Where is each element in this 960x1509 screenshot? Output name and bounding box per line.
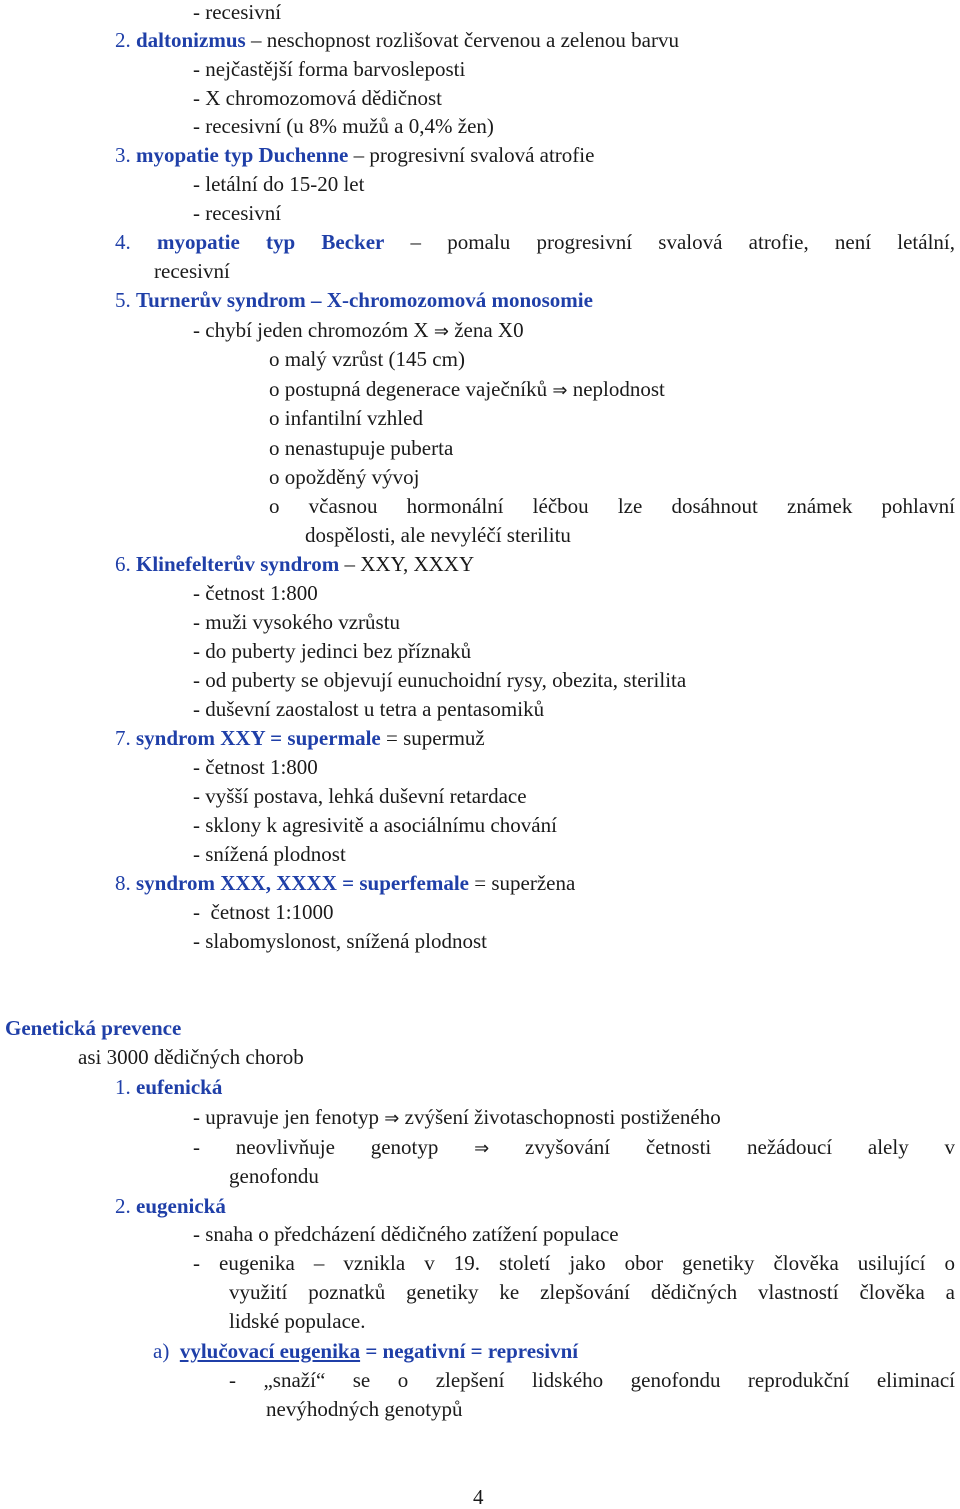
sub-bullet: o infantilní vzhled [269,406,423,430]
text-part: - upravuje jen fenotyp [193,1105,385,1129]
item-term: syndrom XXX, XXXX = superfemale [136,871,469,895]
text-part: - chybí jeden chromozóm X [193,318,434,342]
text-line: - letální do 15-20 let [193,172,365,196]
text-line [193,318,524,344]
text-line: - snaha o předcházení dědičného zatížení populace [193,1222,619,1246]
text-line: - recesivní (u 8% mužů a 0,4% žen) [193,114,494,138]
item-term: = negativní = represivní [360,1339,579,1363]
text-line: - muži vysokého vzrůstu [193,610,401,634]
sub-bullet: o opožděný vývoj [269,465,420,489]
text-line: - vyšší postava, lehká duševní retardace [193,784,527,808]
item-description: – X-chromozomová monosomie [305,288,593,312]
item-description: – XXY, XXXY [339,552,475,576]
text-part: o postupná degenerace vaječníků [269,377,553,401]
sub-bullet: o včasnou hormonální léčbou lze dosáhnout známek pohlavní [269,494,955,518]
text-line: - recesivní [193,0,282,24]
item-number: 8. [115,871,131,895]
item-description: – pomalu progresivní svalová atrofie, není letální, [384,230,956,254]
list-item-daltonizmus [115,28,679,52]
text-line: - eugenika – vznikla v 19. století jako obor genetiky člověka usilující o [193,1251,955,1275]
text-line: využití poznatků genetiky ke zlepšování dědičných vlastností člověka a [229,1280,955,1304]
list-item-duchenne [115,143,594,167]
text-part: žena X0 [448,318,524,342]
item-description: = superžena [468,871,576,895]
item-number: 6. [115,552,131,576]
sub-bullet [269,377,665,403]
section-subtitle: asi 3000 dědičných chorob [78,1045,304,1069]
text-line [193,1105,721,1131]
implies-arrow-icon: ⇒ [552,380,568,401]
item-description: – neschopnost rozlišovat červenou a zelenou barvu [245,28,679,52]
implies-arrow-icon: ⇒ [384,1108,400,1129]
list-item-eugenicka [115,1194,226,1218]
implies-arrow-icon: ⇒ [433,321,449,342]
item-number: 2. [115,28,131,52]
text-line: - X chromozomová dědičnost [193,86,443,110]
sub-bullet: o nenastupuje puberta [269,436,454,460]
item-number: 7. [115,726,131,750]
text-line: dospělosti, ale nevyléčí sterilitu [305,523,571,547]
text-line: recesivní [154,259,230,283]
list-item-eufenicka [115,1075,222,1099]
item-term-link: vylučovací eugenika [179,1339,361,1363]
text-line: genofondu [229,1164,319,1188]
item-number: 1. [115,1075,131,1099]
text-part: neplodnost [567,377,665,401]
text-part: zvýšení životaschopnosti postiženého [399,1105,721,1129]
item-number: 2. [115,1194,131,1218]
text-line: - sklony k agresivitě a asociálnímu chování [193,813,557,837]
sub-bullet: o malý vzrůst (145 cm) [269,347,465,371]
list-item-becker [115,230,955,254]
text-line: - snížená plodnost [193,842,346,866]
text-line: - od puberty se objevují eunuchoidní rysy, obezita, sterilita [193,668,687,692]
list-item-klinefelter [115,552,474,576]
text-line: - slabomyslonost, snížená plodnost [193,929,487,953]
text-line: - duševní zaostalost u tetra a pentasomiků [193,697,545,721]
item-term: eufenická [136,1075,223,1099]
text-line: - četnost 1:800 [193,755,318,779]
item-term: myopatie typ Becker [156,230,385,254]
text-part: - neovlivňuje genotyp [193,1135,475,1159]
item-term: myopatie typ Duchenne [136,143,349,167]
item-number: a) [153,1339,170,1363]
list-item-supermale [115,726,485,750]
text-line: - „snaží“ se o zlepšení lidského genofondu reprodukční eliminací [229,1368,955,1392]
text-line [193,1135,955,1161]
item-term: Klinefelterův syndrom [136,552,340,576]
item-term: syndrom XXY = supermale [136,726,381,750]
item-number: 4. [115,230,131,254]
item-term: daltonizmus [136,28,246,52]
list-item-turner [115,288,593,312]
item-term: Turnerův syndrom [136,288,306,312]
item-description: = supermuž [380,726,485,750]
item-number: 3. [115,143,131,167]
text-line: - recesivní [193,201,282,225]
text-part: zvyšování četnosti nežádoucí alely v [489,1135,955,1159]
item-number: 5. [115,288,131,312]
list-item-superfemale [115,871,575,895]
text-line: lidské populace. [229,1309,366,1333]
text-line: - nejčastější forma barvosleposti [193,57,466,81]
text-line: - do puberty jedinci bez příznaků [193,639,472,663]
text-line: - četnost 1:1000 [193,900,334,924]
section-title: Genetická prevence [5,1016,182,1040]
sub-item-vylucovaci-eugenika [153,1339,578,1363]
item-term: eugenická [136,1194,226,1218]
implies-arrow-icon: ⇒ [474,1138,490,1159]
text-line: - četnost 1:800 [193,581,318,605]
page-number: 4 [473,1485,484,1509]
text-line: nevýhodných genotypů [266,1397,463,1421]
item-description: – progresivní svalová atrofie [348,143,595,167]
